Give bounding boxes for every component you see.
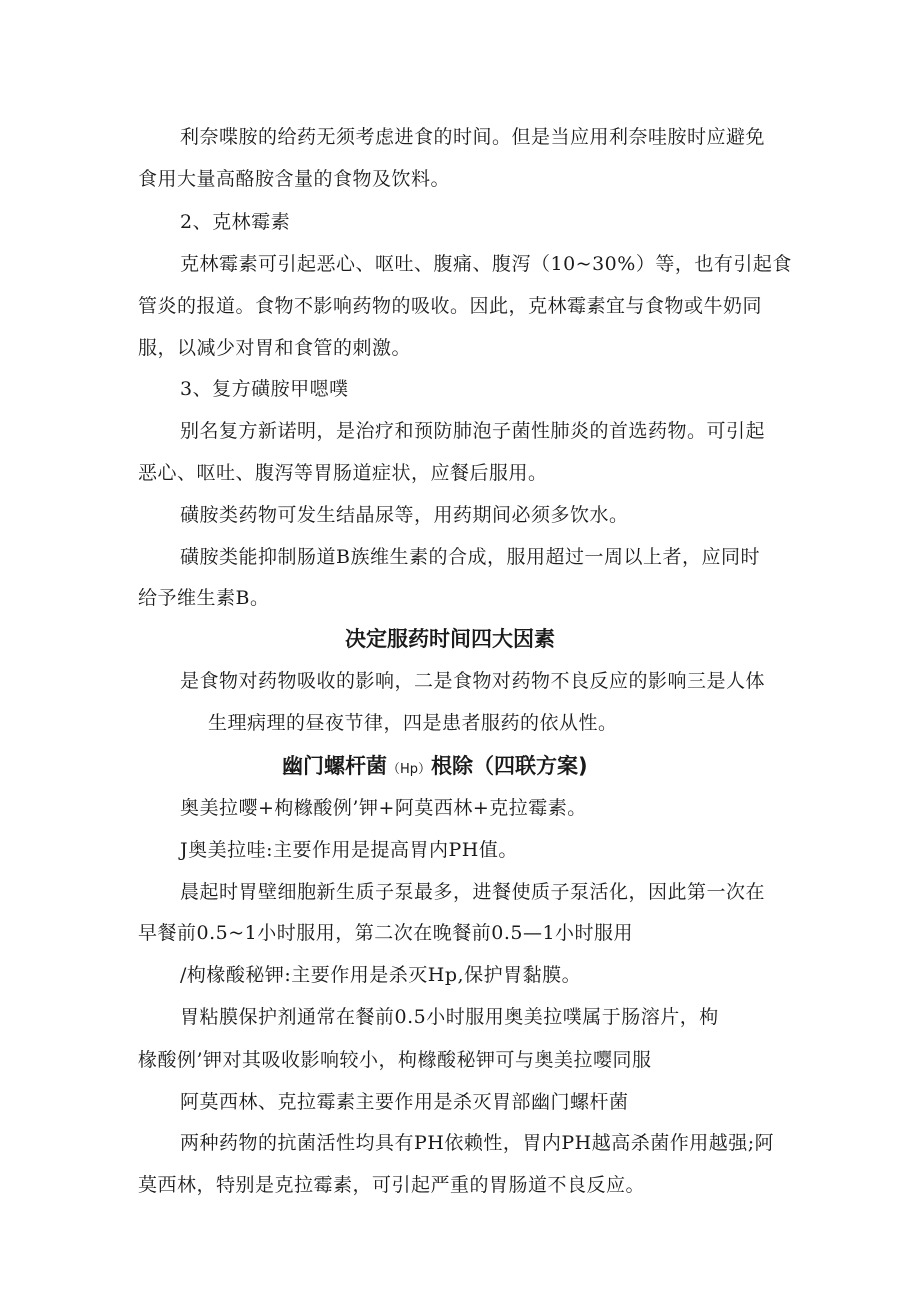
text-line: 恶心、呕吐、腹泻等胃肠道症状，应餐后服用。	[138, 462, 548, 484]
text-line: 生理病理的昼夜节律，四是患者服药的依从性。	[208, 712, 618, 734]
text-line: 莫西林，特别是克拉霉素，可引起严重的胃肠道不良反应。	[138, 1174, 646, 1196]
heading-part-small: （Hp）	[387, 762, 432, 777]
text-line: 食用大量高酪胺含量的食物及饮料。	[138, 168, 451, 190]
heading-part: 根除（四联方案)	[431, 754, 588, 778]
text-line: 克林霉素可引起恶心、呕吐、腹痛、腹泻（10~30%）等，也有引起食	[180, 253, 792, 275]
text-line: 晨起时胃壁细胞新生质子泵最多，进餐使质子泵活化，因此第一次在	[180, 881, 766, 903]
text-line: 椽酸例’钾对其吸收影响较小，枸橼酸秘钾可与奥美拉嘤同服	[138, 1049, 652, 1071]
text-line: J奥美拉哇:主要作用是提高胃内PH值。	[180, 839, 518, 861]
text-line: 利奈喋胺的给药无须考虑进食的时间。但是当应用利奈哇胺时应避免	[180, 126, 766, 148]
text-line: 胃粘膜保护剂通常在餐前0.5小时服用奥美拉噗属于肠溶片，枸	[180, 1006, 719, 1028]
text-line: /枸椽酸秘钾:主要作用是杀灭Hp,保护胃黏膜。	[180, 964, 582, 986]
text-line: 服，以减少对胃和食管的刺激。	[138, 337, 412, 359]
text-line: 是食物对药物吸收的影响，二是食物对药物不良反应的影响三是人体	[180, 670, 766, 692]
text-line: 磺胺类药物可发生结晶尿等，用药期间必须多饮水。	[180, 504, 629, 526]
text-line: 阿莫西林、克拉霉素主要作用是杀灭胃部幽门螺杆菌	[180, 1091, 629, 1113]
text-line: 两种药物的抗菌活性均具有PH依赖性，胃内PH越高杀菌作用越强;阿	[180, 1132, 775, 1154]
section-heading: 3、复方磺胺甲嗯噗	[180, 378, 349, 400]
text-line: 管炎的报道。食物不影响药物的吸收。因此，克林霉素宜与食物或牛奶同	[138, 295, 763, 317]
text-line: 早餐前0.5~1小时服用，第二次在晚餐前0.5—1小时服用	[138, 922, 634, 944]
section-heading: 2、克林霉素	[180, 211, 291, 233]
heading-hp-eradication	[282, 752, 588, 784]
heading-factors: 决定服药时间四大因素	[345, 627, 555, 651]
text-line: 给予维生素B。	[138, 587, 270, 609]
heading-part: 幽门螺杆菌	[282, 754, 387, 778]
text-line: 磺胺类能抑制肠道B族维生素的合成，服用超过一周以上者，应同时	[180, 546, 760, 568]
text-line: 奥美拉嘤+枸橼酸例’钾+阿莫西林+克拉霉素。	[180, 797, 587, 819]
text-line: 别名复方新诺明，是治疗和预防肺泡子菌性肺炎的首选药物。可引起	[180, 420, 766, 442]
